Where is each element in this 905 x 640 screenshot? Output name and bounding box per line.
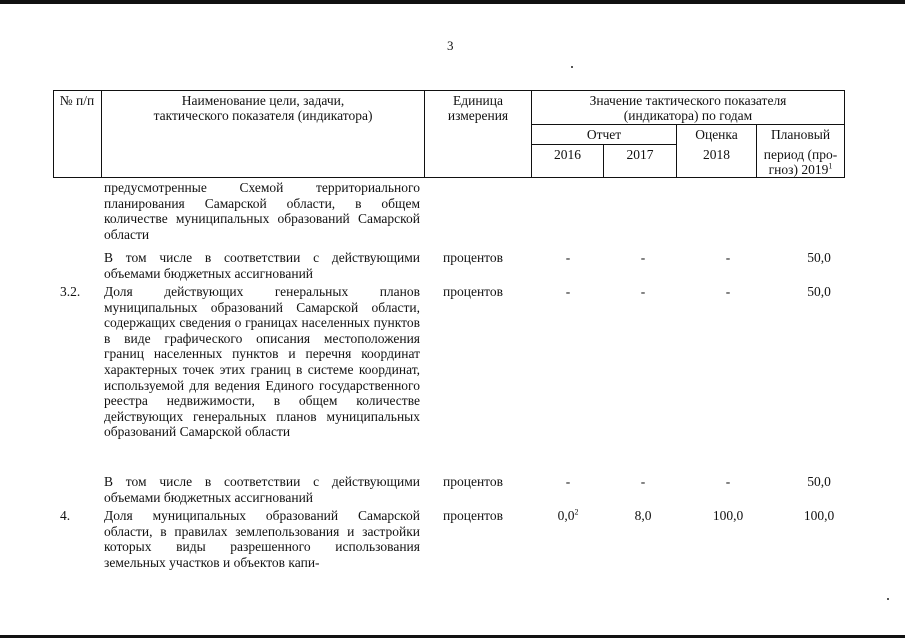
- scan-speck: [887, 598, 889, 600]
- scan-speck: [571, 66, 573, 68]
- row-value-2018: 100,0: [712, 508, 744, 523]
- row-value-2019: 50,0: [807, 250, 831, 265]
- row-text: В том числе в соответствии с действующими объемами бюджетных ассигнований: [104, 250, 420, 281]
- header-year-2016: 2016: [554, 147, 581, 162]
- header-planned-period-line1: период (про-: [763, 147, 838, 162]
- row-text: Доля муниципальных образований Самарской области, в правилах землепользования и застройки которых виды разрешенного использования земельных участков и объектов капи-: [104, 508, 420, 570]
- header-estimate: Оценка: [695, 127, 738, 142]
- row-value-2018: -: [725, 284, 731, 299]
- header-no: № п/п: [59, 93, 95, 108]
- row-value-2016: -: [565, 284, 571, 299]
- row-value-2017: -: [640, 474, 646, 489]
- row-value-2017: 8,0: [634, 508, 652, 523]
- row-text: Доля действующих генеральных планов муниципальных образований Самарской области, содержащих сведения о границах населенных пунктов в виде графического описания местоположения границ населенных пунктов и перечня координат характерных точек этих границ в системе координат, используемой для ведения Единого государственного реестра недвижимости, в общем количестве действующих генеральных планов муниципальных образований Самарской области: [104, 284, 420, 440]
- header-unit-line1: Единица: [452, 93, 503, 108]
- row-value-2019: 50,0: [807, 284, 831, 299]
- row-unit: процентов: [443, 250, 504, 265]
- row-value-2019: 100,0: [803, 508, 835, 523]
- row-value-2018: -: [725, 250, 731, 265]
- row-unit: процентов: [443, 508, 504, 523]
- header-value-line1: Значение тактического показателя: [589, 93, 787, 108]
- bottom-border: [0, 635, 905, 638]
- row-value-2017: -: [640, 250, 646, 265]
- header-year-2018: 2018: [703, 147, 730, 162]
- row-value-2019: 50,0: [807, 474, 831, 489]
- row-text: В том числе в соответствии с действующими объемами бюджетных ассигнований: [104, 474, 420, 505]
- row-value-2016: -: [565, 474, 571, 489]
- row-value-2016: -: [565, 250, 571, 265]
- header-report: Отчет: [586, 127, 622, 142]
- row-number: 3.2.: [60, 284, 81, 299]
- row-value-2016: $0,0^2$: [557, 507, 579, 523]
- row-number: 4.: [60, 508, 71, 523]
- header-planned-period-line2: гноз) 2019$^1$: [768, 161, 833, 177]
- header-value-line2: (индикатора) по годам: [623, 108, 753, 123]
- top-border: [0, 0, 905, 4]
- continued-indicator-text: предусмотренные Схемой территориального планирования Самарской области, в общем количестве муниципальных образований Самарской области: [104, 180, 420, 242]
- row-value-2017: -: [640, 284, 646, 299]
- row-value-2018: -: [725, 474, 731, 489]
- row-unit: процентов: [443, 284, 504, 299]
- header-planned: Плановый: [770, 127, 831, 142]
- row-unit: процентов: [443, 474, 504, 489]
- header-year-2017: 2017: [626, 147, 654, 162]
- header-name-line1: Наименование цели, задачи,: [181, 93, 345, 108]
- page-number: 3: [447, 38, 454, 53]
- header-unit-line2: измерения: [447, 108, 509, 123]
- header-name-line2: тактического показателя (индикатора): [153, 108, 373, 123]
